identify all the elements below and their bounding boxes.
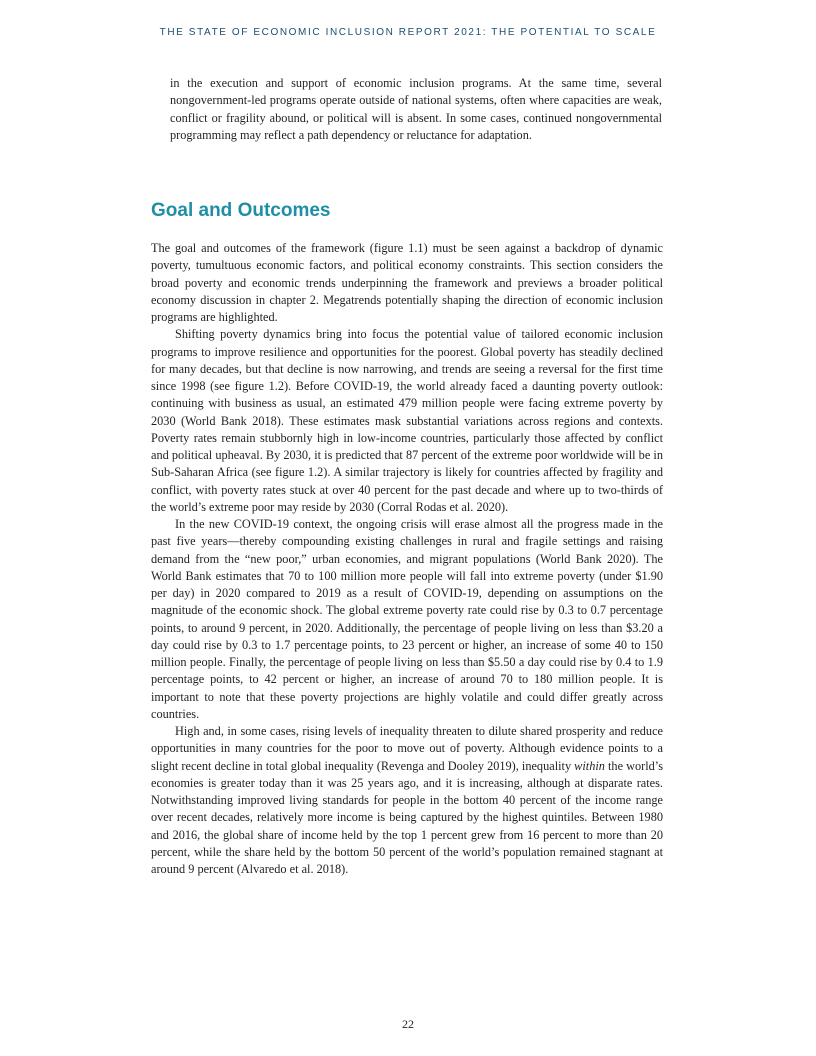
body-text-run: High and, in some cases, rising levels of inequality threaten to dilute shared prosperity and reduce opportunities in many countries for the poor to move out of poverty. Although evidence points to a slight recent decline in total global inequality (Revenga and Dooley 2019), inequality xyxy=(151,724,663,773)
body-text xyxy=(151,240,663,878)
section-heading: Goal and Outcomes xyxy=(151,200,331,221)
page-number: 22 xyxy=(402,1017,414,1031)
emphasis-within: within xyxy=(574,758,605,773)
body-paragraph: Shifting poverty dynamics bring into focus the potential value of tailored economic inclusion programs to improve resilience and opportunities for the poorest. Global poverty has steadily declined for many decades, but that decline is now narrowing, and trends are seeing a reversal for the first time since 1998 (see figure 1.2). Before COVID-19, the world already faced a daunting poverty outlook: continuing with business as usual, an estimated 479 million people were facing extreme poverty by 2030 (World Bank 2018). These estimates mask substantial variations across regions and contexts. Poverty rates remain stubbornly high in low-income countries, particularly those affected by conflict and political upheaval. By 2030, it is predicted that 87 percent of the extreme poor worldwide will be in Sub-Saharan Africa (see figure 1.2). A similar trajectory is likely for countries affected by fragility and conflict, with poverty rates stuck at over 40 percent for the past decade and where up to two-thirds of the world’s extreme poor may reside by 2030 (Corral Rodas et al. 2020). xyxy=(151,327,663,514)
running-header: THE STATE OF ECONOMIC INCLUSION REPORT 2021: THE POTENTIAL TO SCALE xyxy=(159,27,657,38)
body-text-run: the world’s economies is greater today than it was 25 years ago, and it is increasing, although at disparate rates. Notwithstanding improved living standards for people in the bottom 40 percent of the income range over recent decades, relatively more income is being captured by the highest quintiles. Between 1980 and 2016, the global share of income held by the top 1 percent grew from 16 percent to more than 20 percent, while the share held by the bottom 50 percent of the world’s population remained stagnant at around 9 percent (Alvaredo et al. 2018). xyxy=(151,758,663,876)
body-paragraph: The goal and outcomes of the framework (figure 1.1) must be seen against a backdrop of dynamic poverty, tumultuous economic factors, and political economy constraints. This section considers the broad poverty and economic trends underpinning the framework and previews a broader political economy discussion in chapter 2. Megatrends potentially shaping the direction of economic inclusion programs are highlighted. xyxy=(151,241,663,324)
body-paragraph: In the new COVID-19 context, the ongoing crisis will erase almost all the progress made in the past five years—thereby compounding existing challenges in rural and fragile settings and raising demand from the “new poor,” urban economies, and migrant populations (World Bank 2020). The World Bank estimates that 70 to 100 million more people will fall into extreme poverty (under $1.90 per day) in 2020 compared to 2019 as a result of COVID-19, depending on assumptions on the magnitude of the economic shock. The global extreme poverty rate could rise by 0.3 to 0.7 percentage points, to around 9 percent, in 2020. Additionally, the percentage of people living on less than $3.20 a day could rise by 0.3 to 1.7 percentage points, to 23 percent or higher, an increase of some 40 to 150 million people. Finally, the percentage of people living on less than $5.50 a day could rise by 0.4 to 1.9 percentage points, to 42 percent or higher, an increase of around 70 to 180 million people. It is important to note that these poverty projections are highly volatile and could differ greatly across countries. xyxy=(151,517,663,721)
body-paragraph xyxy=(151,723,663,878)
intro-paragraph: in the execution and support of economic inclusion programs. At the same time, several nongovernment-led programs operate outside of national systems, often where capacities are weak, conflict or fragility abound, or political will is absent. In some cases, continued nongovernmental programming may reflect a path dependency or reluctance for adaptation. xyxy=(170,76,662,142)
